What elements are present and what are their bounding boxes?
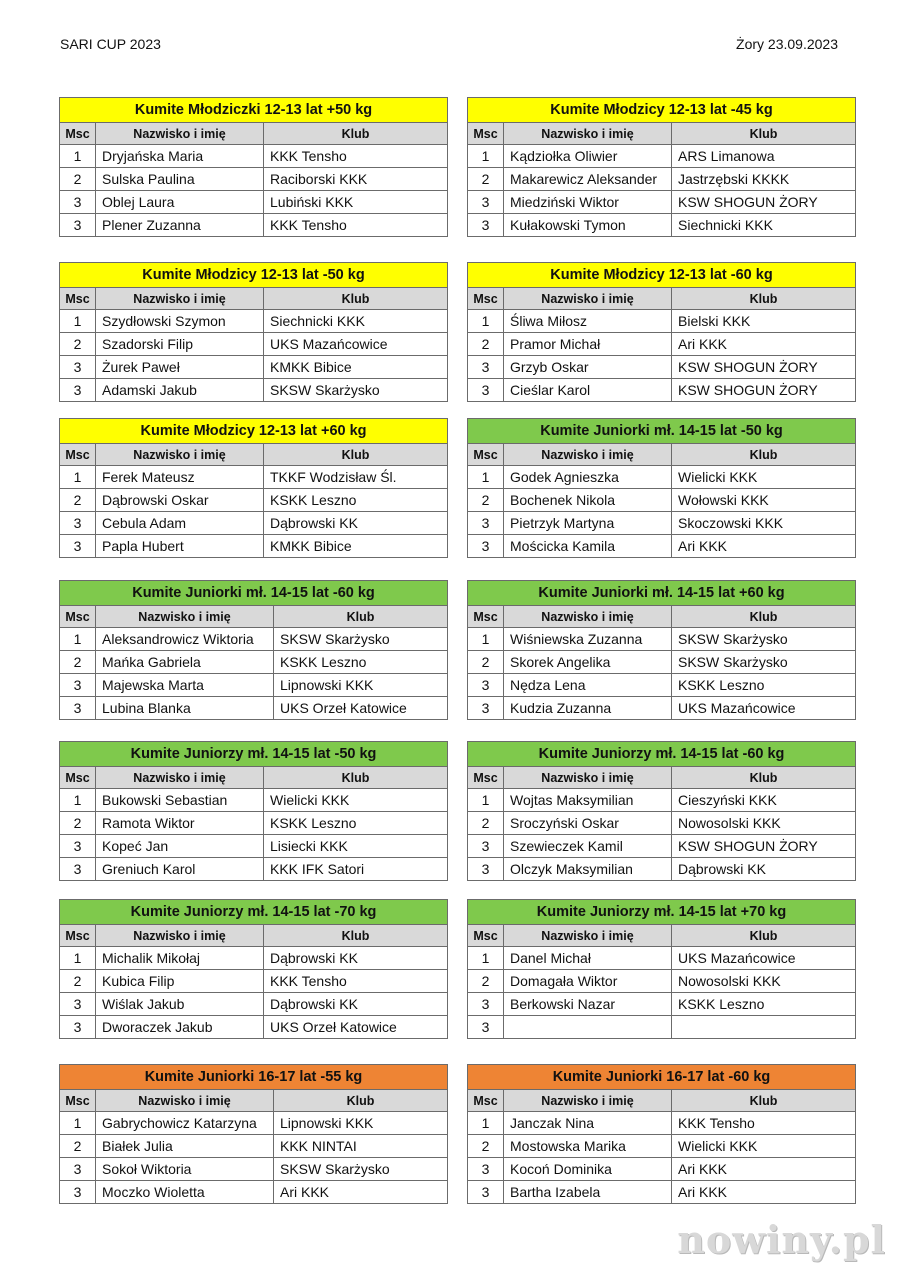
place-cell: 2 (60, 333, 96, 356)
competitor-name-cell: Mańka Gabriela (96, 651, 274, 674)
watermark-logo: nowiny.pl (677, 1217, 886, 1262)
column-header-msc: Msc (468, 767, 504, 789)
place-cell: 3 (468, 512, 504, 535)
club-cell: KKK Tensho (672, 1112, 856, 1135)
table-row (60, 535, 448, 558)
column-header-club: Klub (672, 767, 856, 789)
competitor-name-cell: Śliwa Miłosz (504, 310, 672, 333)
column-header-msc: Msc (60, 767, 96, 789)
club-cell: KSW SHOGUN ŻORY (672, 835, 856, 858)
column-header-name: Nazwisko i imię (504, 288, 672, 310)
place-cell: 1 (60, 145, 96, 168)
competitor-name-cell: Sulska Paulina (96, 168, 264, 191)
competitor-name-cell: Papla Hubert (96, 535, 264, 558)
place-cell: 3 (468, 993, 504, 1016)
table-row (468, 191, 856, 214)
club-cell: UKS Orzeł Katowice (274, 697, 448, 720)
club-cell: SKSW Skarżysko (274, 1158, 448, 1181)
place-cell: 3 (60, 993, 96, 1016)
place-cell: 2 (468, 651, 504, 674)
column-header-club: Klub (264, 123, 448, 145)
table-row (60, 628, 448, 651)
competitor-name-cell: Pietrzyk Martyna (504, 512, 672, 535)
club-cell: UKS Mazańcowice (672, 947, 856, 970)
competitor-name-cell: Grzyb Oskar (504, 356, 672, 379)
column-header-club: Klub (672, 444, 856, 466)
table-row (468, 970, 856, 993)
place-cell: 1 (468, 310, 504, 333)
competitor-name-cell: Białek Julia (96, 1135, 274, 1158)
competitor-name-cell: Domagała Wiktor (504, 970, 672, 993)
club-cell: Wielicki KKK (672, 1135, 856, 1158)
club-cell (672, 1016, 856, 1039)
club-cell: KSW SHOGUN ŻORY (672, 356, 856, 379)
competitor-name-cell: Plener Zuzanna (96, 214, 264, 237)
place-cell: 1 (468, 145, 504, 168)
place-cell: 2 (60, 489, 96, 512)
table-row (468, 333, 856, 356)
place-cell: 1 (60, 789, 96, 812)
competitor-name-cell: Kądziołka Oliwier (504, 145, 672, 168)
column-header-club: Klub (264, 288, 448, 310)
club-cell: Skoczowski KKK (672, 512, 856, 535)
club-cell: Jastrzębski KKKK (672, 168, 856, 191)
competitor-name-cell: Dryjańska Maria (96, 145, 264, 168)
competitor-name-cell: Mostowska Marika (504, 1135, 672, 1158)
place-cell: 1 (468, 628, 504, 651)
place-cell: 3 (60, 214, 96, 237)
column-header-msc: Msc (60, 444, 96, 466)
competitor-name-cell: Szydłowski Szymon (96, 310, 264, 333)
column-header-club: Klub (672, 123, 856, 145)
table-row (60, 214, 448, 237)
table-row (60, 191, 448, 214)
competitor-name-cell: Lubina Blanka (96, 697, 274, 720)
column-header-msc: Msc (60, 288, 96, 310)
competitor-name-cell: Ferek Mateusz (96, 466, 264, 489)
club-cell: KKK NINTAI (274, 1135, 448, 1158)
table-row (468, 789, 856, 812)
category-title: Kumite Juniorki mł. 14-15 lat -60 kg (60, 581, 448, 606)
club-cell: Nowosolski KKK (672, 970, 856, 993)
competitor-name-cell: Szewieczek Kamil (504, 835, 672, 858)
table-row (468, 310, 856, 333)
club-cell: Dąbrowski KK (264, 512, 448, 535)
competitor-name-cell: Kocoń Dominika (504, 1158, 672, 1181)
competitor-name-cell: Skorek Angelika (504, 651, 672, 674)
table-row (60, 333, 448, 356)
category-title: Kumite Młodzicy 12-13 lat -60 kg (468, 263, 856, 288)
club-cell: Wielicki KKK (672, 466, 856, 489)
column-header-name: Nazwisko i imię (96, 925, 264, 947)
place-cell: 1 (60, 947, 96, 970)
result-table (467, 97, 856, 237)
column-header-club: Klub (264, 925, 448, 947)
competitor-name-cell: Danel Michał (504, 947, 672, 970)
table-row (60, 489, 448, 512)
table-row (60, 858, 448, 881)
place-cell: 2 (60, 651, 96, 674)
table-row (468, 489, 856, 512)
club-cell: Lubiński KKK (264, 191, 448, 214)
competitor-name-cell: Żurek Paweł (96, 356, 264, 379)
table-row (60, 947, 448, 970)
competitor-name-cell: Godek Agnieszka (504, 466, 672, 489)
category-title: Kumite Juniorki mł. 14-15 lat +60 kg (468, 581, 856, 606)
table-row (60, 674, 448, 697)
club-cell: KKK Tensho (264, 145, 448, 168)
table-row (468, 947, 856, 970)
club-cell: Raciborski KKK (264, 168, 448, 191)
competitor-name-cell: Dąbrowski Oskar (96, 489, 264, 512)
competitor-name-cell: Miedziński Wiktor (504, 191, 672, 214)
competitor-name-cell: Adamski Jakub (96, 379, 264, 402)
place-cell: 3 (468, 535, 504, 558)
column-header-club: Klub (264, 444, 448, 466)
column-header-msc: Msc (60, 606, 96, 628)
place-cell: 2 (60, 1135, 96, 1158)
club-cell: KSW SHOGUN ŻORY (672, 379, 856, 402)
club-cell: Siechnicki KKK (264, 310, 448, 333)
category-title: Kumite Młodzicy 12-13 lat -45 kg (468, 98, 856, 123)
competitor-name-cell: Wojtas Maksymilian (504, 789, 672, 812)
club-cell: UKS Mazańcowice (264, 333, 448, 356)
place-cell: 2 (468, 168, 504, 191)
category-title: Kumite Juniorzy mł. 14-15 lat -70 kg (60, 900, 448, 925)
club-cell: SKSW Skarżysko (274, 628, 448, 651)
competitor-name-cell: Bukowski Sebastian (96, 789, 264, 812)
place-cell: 2 (468, 333, 504, 356)
table-row (468, 145, 856, 168)
place-cell: 3 (60, 858, 96, 881)
column-header-msc: Msc (468, 925, 504, 947)
table-row (60, 466, 448, 489)
competitor-name-cell: Bartha Izabela (504, 1181, 672, 1204)
table-row (60, 812, 448, 835)
table-row (468, 651, 856, 674)
place-cell: 1 (60, 310, 96, 333)
club-cell: Lipnowski KKK (274, 1112, 448, 1135)
place-cell: 3 (60, 535, 96, 558)
table-row (60, 789, 448, 812)
place-cell: 3 (468, 356, 504, 379)
table-row (60, 1135, 448, 1158)
club-cell: Dąbrowski KK (264, 993, 448, 1016)
place-cell: 3 (60, 697, 96, 720)
table-row (468, 1158, 856, 1181)
result-table (467, 1064, 856, 1204)
competitor-name-cell: Kułakowski Tymon (504, 214, 672, 237)
table-row (60, 310, 448, 333)
place-cell: 3 (60, 1158, 96, 1181)
place-cell: 3 (468, 674, 504, 697)
result-table (467, 262, 856, 402)
club-cell: KSW SHOGUN ŻORY (672, 191, 856, 214)
table-row (60, 651, 448, 674)
table-row (60, 835, 448, 858)
competitor-name-cell: Majewska Marta (96, 674, 274, 697)
club-cell: Dąbrowski KK (672, 858, 856, 881)
table-row (468, 1135, 856, 1158)
column-header-name: Nazwisko i imię (504, 606, 672, 628)
category-title: Kumite Młodzicy 12-13 lat -50 kg (60, 263, 448, 288)
club-cell: Ari KKK (672, 1158, 856, 1181)
category-title: Kumite Juniorzy mł. 14-15 lat +70 kg (468, 900, 856, 925)
column-header-name: Nazwisko i imię (504, 767, 672, 789)
club-cell: SKSW Skarżysko (672, 628, 856, 651)
place-cell: 3 (468, 858, 504, 881)
table-row (60, 697, 448, 720)
table-row (60, 356, 448, 379)
place-cell: 1 (468, 466, 504, 489)
competitor-name-cell: Sokoł Wiktoria (96, 1158, 274, 1181)
table-row (60, 1158, 448, 1181)
place-cell: 3 (468, 1181, 504, 1204)
column-header-msc: Msc (468, 606, 504, 628)
place-cell: 3 (60, 512, 96, 535)
result-table (59, 1064, 448, 1204)
competitor-name-cell: Wiśniewska Zuzanna (504, 628, 672, 651)
competitor-name-cell: Cebula Adam (96, 512, 264, 535)
competitor-name-cell: Cieślar Karol (504, 379, 672, 402)
table-row (60, 145, 448, 168)
competitor-name-cell: Wiślak Jakub (96, 993, 264, 1016)
place-cell: 3 (468, 379, 504, 402)
category-title: Kumite Juniorzy mł. 14-15 lat -60 kg (468, 742, 856, 767)
table-row (468, 858, 856, 881)
place-cell: 1 (468, 947, 504, 970)
competitor-name-cell: Olczyk Maksymilian (504, 858, 672, 881)
table-row (468, 214, 856, 237)
competitor-name-cell: Makarewicz Aleksander (504, 168, 672, 191)
club-cell: Ari KKK (672, 1181, 856, 1204)
category-title: Kumite Juniorzy mł. 14-15 lat -50 kg (60, 742, 448, 767)
column-header-name: Nazwisko i imię (96, 444, 264, 466)
column-header-msc: Msc (468, 1090, 504, 1112)
place-cell: 3 (468, 191, 504, 214)
place-cell: 3 (468, 1158, 504, 1181)
competitor-name-cell: Moczko Wioletta (96, 1181, 274, 1204)
place-cell: 1 (468, 1112, 504, 1135)
place-cell: 1 (60, 1112, 96, 1135)
column-header-msc: Msc (468, 288, 504, 310)
table-row (468, 1181, 856, 1204)
competitor-name-cell: Pramor Michał (504, 333, 672, 356)
table-row (60, 1016, 448, 1039)
club-cell: Cieszyński KKK (672, 789, 856, 812)
club-cell: KSKK Leszno (264, 489, 448, 512)
competitor-name-cell: Oblej Laura (96, 191, 264, 214)
place-cell: 3 (60, 1181, 96, 1204)
place-cell: 2 (60, 168, 96, 191)
table-row (60, 1181, 448, 1204)
category-title: Kumite Juniorki 16-17 lat -55 kg (60, 1065, 448, 1090)
column-header-club: Klub (274, 606, 448, 628)
place-cell: 1 (468, 789, 504, 812)
table-row (468, 1016, 856, 1039)
column-header-name: Nazwisko i imię (96, 767, 264, 789)
place-cell: 3 (60, 835, 96, 858)
category-title: Kumite Juniorki mł. 14-15 lat -50 kg (468, 419, 856, 444)
club-cell: Dąbrowski KK (264, 947, 448, 970)
club-cell: Lipnowski KKK (274, 674, 448, 697)
table-row (468, 1112, 856, 1135)
club-cell: ARS Limanowa (672, 145, 856, 168)
competitor-name-cell: Dworaczek Jakub (96, 1016, 264, 1039)
place-cell: 2 (468, 970, 504, 993)
table-row (468, 466, 856, 489)
competitor-name-cell (504, 1016, 672, 1039)
category-title: Kumite Młodzicy 12-13 lat +60 kg (60, 419, 448, 444)
column-header-msc: Msc (60, 1090, 96, 1112)
column-header-club: Klub (264, 767, 448, 789)
table-row (60, 993, 448, 1016)
club-cell: Ari KKK (672, 535, 856, 558)
column-header-name: Nazwisko i imię (96, 606, 274, 628)
competitor-name-cell: Bochenek Nikola (504, 489, 672, 512)
column-header-name: Nazwisko i imię (96, 1090, 274, 1112)
column-header-name: Nazwisko i imię (96, 123, 264, 145)
competitor-name-cell: Gabrychowicz Katarzyna (96, 1112, 274, 1135)
place-cell: 3 (468, 835, 504, 858)
club-cell: KSKK Leszno (672, 674, 856, 697)
result-table (59, 418, 448, 558)
table-row (468, 168, 856, 191)
table-row (468, 835, 856, 858)
competitor-name-cell: Kudzia Zuzanna (504, 697, 672, 720)
place-cell: 2 (468, 1135, 504, 1158)
competitor-name-cell: Berkowski Nazar (504, 993, 672, 1016)
club-cell: KMKK Bibice (264, 356, 448, 379)
competitor-name-cell: Kubica Filip (96, 970, 264, 993)
table-row (468, 628, 856, 651)
place-cell: 3 (468, 214, 504, 237)
club-cell: Nowosolski KKK (672, 812, 856, 835)
competitor-name-cell: Ramota Wiktor (96, 812, 264, 835)
result-table (59, 97, 448, 237)
column-header-name: Nazwisko i imię (504, 123, 672, 145)
place-cell: 2 (60, 812, 96, 835)
club-cell: Lisiecki KKK (264, 835, 448, 858)
place-cell: 3 (60, 379, 96, 402)
place-cell: 1 (60, 466, 96, 489)
result-table (467, 899, 856, 1039)
column-header-msc: Msc (60, 925, 96, 947)
table-row (468, 379, 856, 402)
competitor-name-cell: Mościcka Kamila (504, 535, 672, 558)
place-cell: 2 (60, 970, 96, 993)
column-header-name: Nazwisko i imię (96, 288, 264, 310)
club-cell: KSKK Leszno (264, 812, 448, 835)
club-cell: TKKF Wodzisław Śl. (264, 466, 448, 489)
column-header-msc: Msc (468, 123, 504, 145)
column-header-name: Nazwisko i imię (504, 925, 672, 947)
place-cell: 2 (468, 812, 504, 835)
place-cell: 3 (60, 191, 96, 214)
result-table (59, 580, 448, 720)
column-header-club: Klub (672, 925, 856, 947)
table-row (60, 168, 448, 191)
competitor-name-cell: Greniuch Karol (96, 858, 264, 881)
club-cell: KKK IFK Satori (264, 858, 448, 881)
competitor-name-cell: Janczak Nina (504, 1112, 672, 1135)
club-cell: SKSW Skarżysko (264, 379, 448, 402)
club-cell: SKSW Skarżysko (672, 651, 856, 674)
column-header-name: Nazwisko i imię (504, 444, 672, 466)
table-row (468, 535, 856, 558)
table-row (468, 512, 856, 535)
place-cell: 3 (60, 356, 96, 379)
table-row (60, 512, 448, 535)
table-row (468, 697, 856, 720)
place-cell: 1 (60, 628, 96, 651)
club-cell: Bielski KKK (672, 310, 856, 333)
club-cell: KSKK Leszno (274, 651, 448, 674)
table-row (468, 812, 856, 835)
competitor-name-cell: Szadorski Filip (96, 333, 264, 356)
document-date: Żory 23.09.2023 (736, 36, 838, 52)
result-table (467, 580, 856, 720)
club-cell: Wielicki KKK (264, 789, 448, 812)
document-title: SARI CUP 2023 (60, 36, 161, 52)
result-table (467, 741, 856, 881)
competitor-name-cell: Aleksandrowicz Wiktoria (96, 628, 274, 651)
column-header-club: Klub (672, 288, 856, 310)
competitor-name-cell: Kopeć Jan (96, 835, 264, 858)
club-cell: KSKK Leszno (672, 993, 856, 1016)
club-cell: Siechnicki KKK (672, 214, 856, 237)
competitor-name-cell: Nędza Lena (504, 674, 672, 697)
table-row (468, 674, 856, 697)
club-cell: KKK Tensho (264, 970, 448, 993)
club-cell: KMKK Bibice (264, 535, 448, 558)
column-header-club: Klub (672, 606, 856, 628)
table-row (468, 356, 856, 379)
club-cell: KKK Tensho (264, 214, 448, 237)
club-cell: Wołowski KKK (672, 489, 856, 512)
place-cell: 3 (468, 1016, 504, 1039)
club-cell: Ari KKK (672, 333, 856, 356)
category-title: Kumite Młodziczki 12-13 lat +50 kg (60, 98, 448, 123)
club-cell: UKS Orzeł Katowice (264, 1016, 448, 1039)
place-cell: 3 (60, 1016, 96, 1039)
column-header-club: Klub (274, 1090, 448, 1112)
table-row (60, 970, 448, 993)
club-cell: UKS Mazańcowice (672, 697, 856, 720)
table-row (468, 993, 856, 1016)
table-row (60, 379, 448, 402)
column-header-msc: Msc (60, 123, 96, 145)
result-table (59, 262, 448, 402)
result-table (59, 899, 448, 1039)
result-table (59, 741, 448, 881)
place-cell: 3 (468, 697, 504, 720)
club-cell: Ari KKK (274, 1181, 448, 1204)
place-cell: 3 (60, 674, 96, 697)
place-cell: 2 (468, 489, 504, 512)
column-header-name: Nazwisko i imię (504, 1090, 672, 1112)
category-title: Kumite Juniorki 16-17 lat -60 kg (468, 1065, 856, 1090)
column-header-msc: Msc (468, 444, 504, 466)
competitor-name-cell: Sroczyński Oskar (504, 812, 672, 835)
table-row (60, 1112, 448, 1135)
competitor-name-cell: Michalik Mikołaj (96, 947, 264, 970)
result-table (467, 418, 856, 558)
column-header-club: Klub (672, 1090, 856, 1112)
